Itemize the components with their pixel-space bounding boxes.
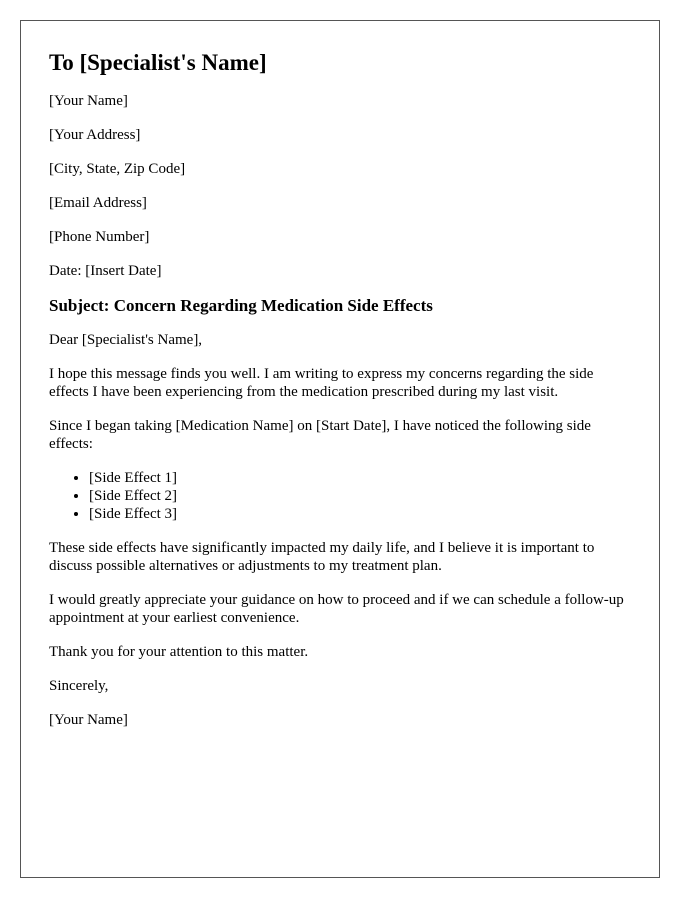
paragraph-request: I would greatly appreciate your guidance on how to proceed and if we can schedule a follow-up appointment at your earliest convenience.: [49, 592, 624, 626]
letter-title: To [Specialist's Name]: [49, 50, 267, 75]
list-item: • [Side Effect 1]: [89, 469, 631, 487]
letter-container: [20, 20, 660, 878]
sender-city-state-zip: [City, State, Zip Code]: [49, 161, 186, 177]
letter-subject: Subject: Concern Regarding Medication Side Effects: [49, 296, 433, 315]
sender-name: [Your Name]: [49, 93, 128, 109]
closing: Sincerely,: [49, 678, 109, 694]
sender-phone: [Phone Number]: [49, 229, 150, 245]
salutation: Dear [Specialist's Name],: [49, 332, 203, 348]
list-item: • [Side Effect 3]: [89, 505, 631, 523]
signature: [Your Name]: [49, 712, 128, 728]
letter-date: Date: [Insert Date]: [49, 263, 162, 279]
paragraph-side-effects-intro: Since I began taking [Medication Name] on [Start Date], I have noticed the following side effects:: [49, 418, 591, 452]
paragraph-intro: I hope this message finds you well. I am writing to express my concerns regarding the side effects I have been experiencing from the medication prescribed during my last visit.: [49, 366, 594, 400]
sender-email: [Email Address]: [49, 195, 147, 211]
side-effects-list: [49, 469, 631, 523]
list-item: • [Side Effect 2]: [89, 487, 631, 505]
paragraph-thanks: Thank you for your attention to this matter.: [49, 644, 309, 660]
sender-address: [Your Address]: [49, 127, 141, 143]
paragraph-impact: These side effects have significantly impacted my daily life, and I believe it is important to discuss possible alternatives or adjustments to my treatment plan.: [49, 540, 595, 574]
